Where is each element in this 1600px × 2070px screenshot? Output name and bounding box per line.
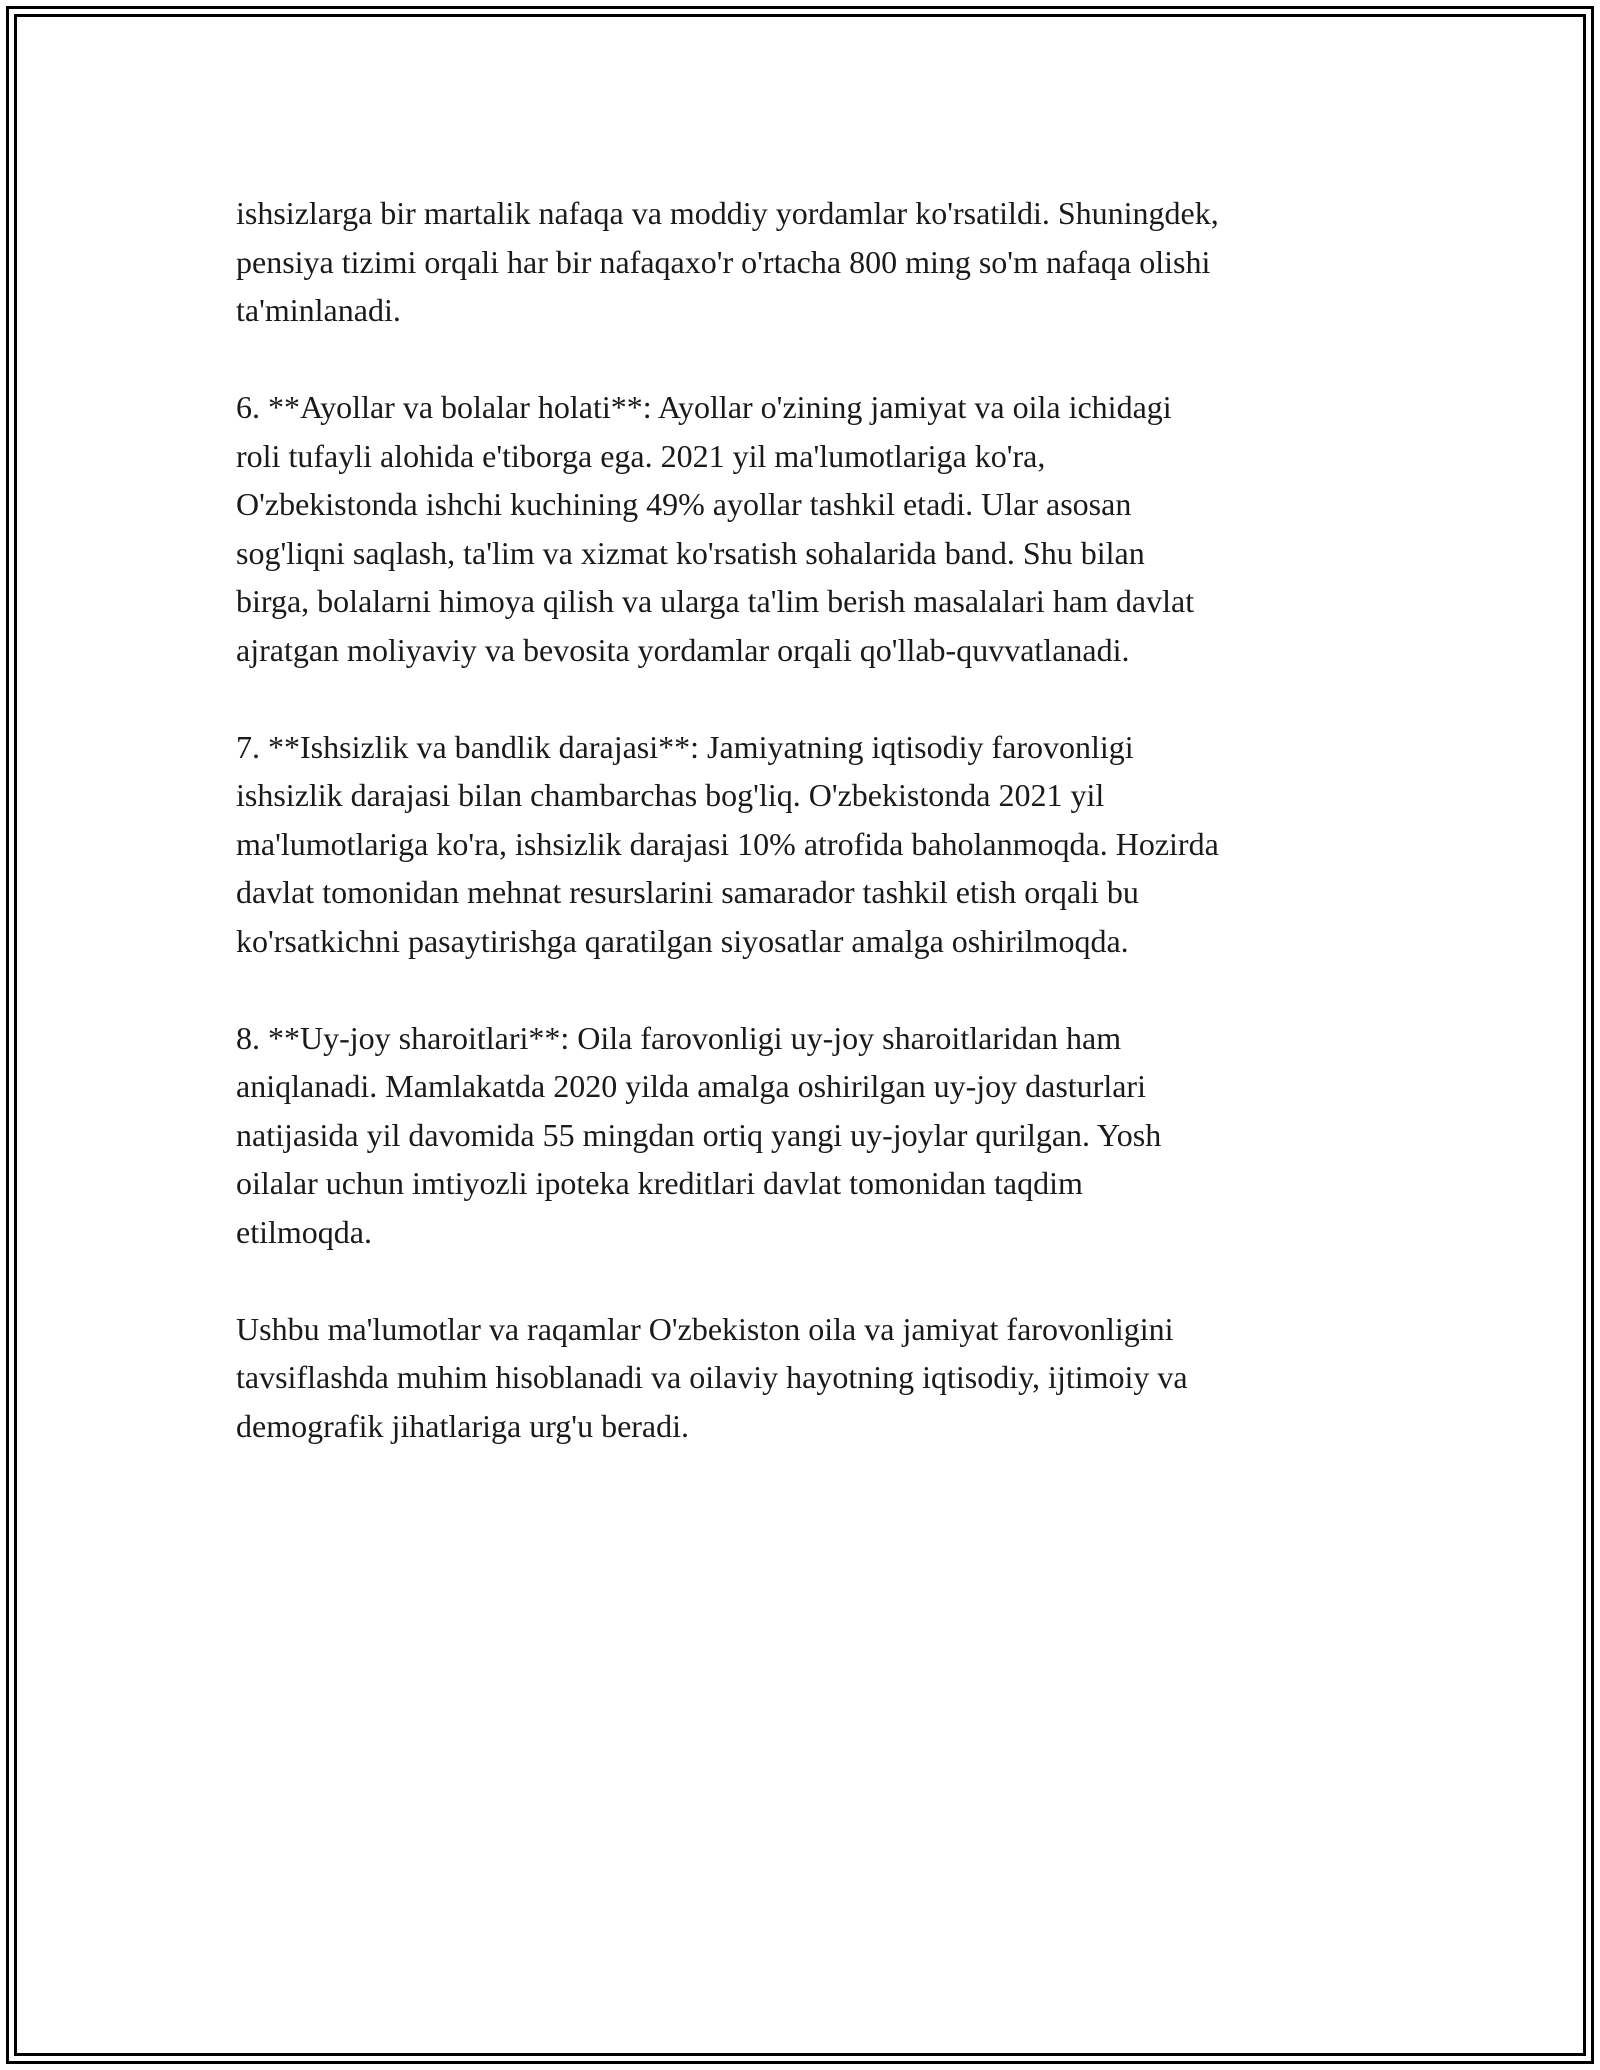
paragraph-housing: 8. **Uy-joy sharoitlari**: Oila farovonligi uy-joy sharoitlaridan ham aniqlanadi. Mamlakatda 2020 yilda amalga oshirilgan uy-joy dasturlari natijasida yil davomida 55 mingdan ortiq yangi uy-joylar qurilgan. Yosh oilalar uchun imtiyozli ipoteka kreditlari davlat tomonidan taqdim etilmoqda. (236, 1019, 1162, 1250)
paragraph-pension-continuation: ishsizlarga bir martalik nafaqa va moddiy yordamlar ko'rsatildi. Shuningdek, pensiya tizimi orqali har bir nafaqaxo'r o'rtacha 800 ming so'm nafaqa olishi ta'minlanadi. (236, 195, 1219, 328)
paragraph-conclusion: Ushbu ma'lumotlar va raqamlar O'zbekiston oila va jamiyat farovonligini tavsiflashda muhim hisoblanadi va oilaviy hayotning iqtisodiy, ijtimoiy va demografik jihatlariga urg'u beradi. (236, 1310, 1188, 1444)
document-body (236, 189, 1366, 1499)
paragraph-unemployment: 7. **Ishsizlik va bandlik darajasi**: Jamiyatning iqtisodiy farovonligi ishsizlik darajasi bilan chambarchas bog'liq. O'zbekistonda 2021 yil ma'lumotlariga ko'ra, ishsizlik darajasi 10% atrofida baholanmoqda. Hozirda davlat tomonidan mehnat resurslarini samarador tashkil etish orqali bu ko'rsatkichni pasaytirishga qaratilgan siyosatlar amalga oshirilmoqda. (236, 728, 1219, 959)
paragraph-women-children: 6. **Ayollar va bolalar holati**: Ayollar o'zining jamiyat va oila ichidagi roli tufayli alohida e'tiborga ega. 2021 yil ma'lumotlariga ko'ra, O'zbekistonda ishchi kuchining 49% ayollar tashkil etadi. Ular asosan sog'liqni saqlash, ta'lim va xizmat ko'rsatish sohalarida band. Shu bilan birga, bolalarni himoya qilish va ularga ta'lim berish masalalari ham davlat ajratgan moliyaviy va bevosita yordamlar orqali qo'llab-quvvatlanadi. (236, 389, 1195, 668)
